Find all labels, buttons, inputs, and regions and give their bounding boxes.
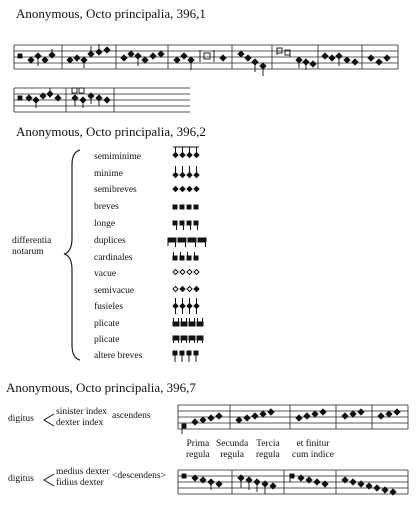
example-heading-2: Anonymous, Octo principalia, 396,2 xyxy=(16,124,206,139)
term-longe: longe xyxy=(94,219,116,229)
term-vacue: vacue xyxy=(94,269,117,279)
staff-1a-notes xyxy=(18,44,390,76)
term-duplices: duplices xyxy=(94,236,126,246)
lower-fingers xyxy=(56,467,110,489)
upper-finger-2: dexter index xyxy=(56,417,104,428)
rule-2-line-2: regula xyxy=(220,449,244,460)
term-minime: minime xyxy=(94,169,124,179)
term-semivacue: semivacue xyxy=(94,286,135,296)
staff-3a-notes xyxy=(182,409,400,434)
example-heading-3: Anonymous, Octo principalia, 396,7 xyxy=(6,380,196,395)
lower-digitus-label: digitus xyxy=(8,474,34,484)
rule-2-line-1: Secunda xyxy=(216,439,249,449)
glyph-breves xyxy=(173,205,198,209)
rule-3-line-1: Tercia xyxy=(256,439,280,449)
glyph-vacue xyxy=(173,270,199,275)
staff-1b-notes xyxy=(18,88,110,108)
glyph-fusieles xyxy=(173,298,199,314)
rule-4-line-2: cum indice xyxy=(292,449,334,460)
rule-2 xyxy=(216,439,248,461)
glyph-minime xyxy=(173,166,199,178)
rule-1-line-1: Prima xyxy=(186,439,210,449)
upper-direction: ascendens xyxy=(112,411,151,421)
rule-4-line-1: et finitur xyxy=(296,439,330,449)
note-glyphs xyxy=(168,147,206,362)
glyph-altere-breves xyxy=(173,351,198,362)
glyph-semibreves xyxy=(173,187,199,192)
rule-1 xyxy=(186,439,210,461)
glyph-plicate-2 xyxy=(173,336,203,343)
glyph-semiminime xyxy=(173,147,199,158)
glyph-plicate-1 xyxy=(173,318,203,326)
rule-4 xyxy=(292,439,334,461)
term-semiminime: semiminime xyxy=(94,152,141,162)
glyph-duplices xyxy=(168,238,206,247)
group-label xyxy=(12,236,51,258)
branch-mark-lower xyxy=(44,474,54,486)
rule-1-line-2: regula xyxy=(186,449,210,460)
term-plicate-2: plicate xyxy=(94,335,120,345)
branch-mark-upper xyxy=(44,414,54,426)
term-fusieles: fusieles xyxy=(94,302,124,312)
curly-brace xyxy=(64,150,80,360)
term-plicate-1: plicate xyxy=(94,319,120,329)
term-cardinales: cardinales xyxy=(94,253,133,263)
term-altere-breves: altere breves xyxy=(94,351,143,361)
lower-finger-1: medius dexter xyxy=(56,467,110,477)
example-heading-1: Anonymous, Octo principalia, 396,1 xyxy=(16,6,206,21)
lower-direction: <descendens> xyxy=(112,471,166,481)
glyph-cardinales xyxy=(173,252,198,260)
group-label-line-1: differentia xyxy=(12,236,52,246)
upper-fingers xyxy=(56,407,107,429)
lower-finger-2: fidius dexter xyxy=(56,477,104,488)
upper-digitus-label: digitus xyxy=(8,414,34,424)
group-label-line-2: notarum xyxy=(12,246,44,257)
term-breves: breves xyxy=(94,202,119,212)
rule-3-line-2: regula xyxy=(256,449,280,460)
staff-1b xyxy=(14,88,190,112)
staff-3b-notes xyxy=(182,474,396,495)
term-semibreves: semibreves xyxy=(94,185,137,195)
glyph-semivacue xyxy=(173,287,199,292)
glyph-longe xyxy=(173,221,198,230)
rule-3 xyxy=(256,439,280,461)
upper-finger-1: sinister index xyxy=(56,407,107,417)
